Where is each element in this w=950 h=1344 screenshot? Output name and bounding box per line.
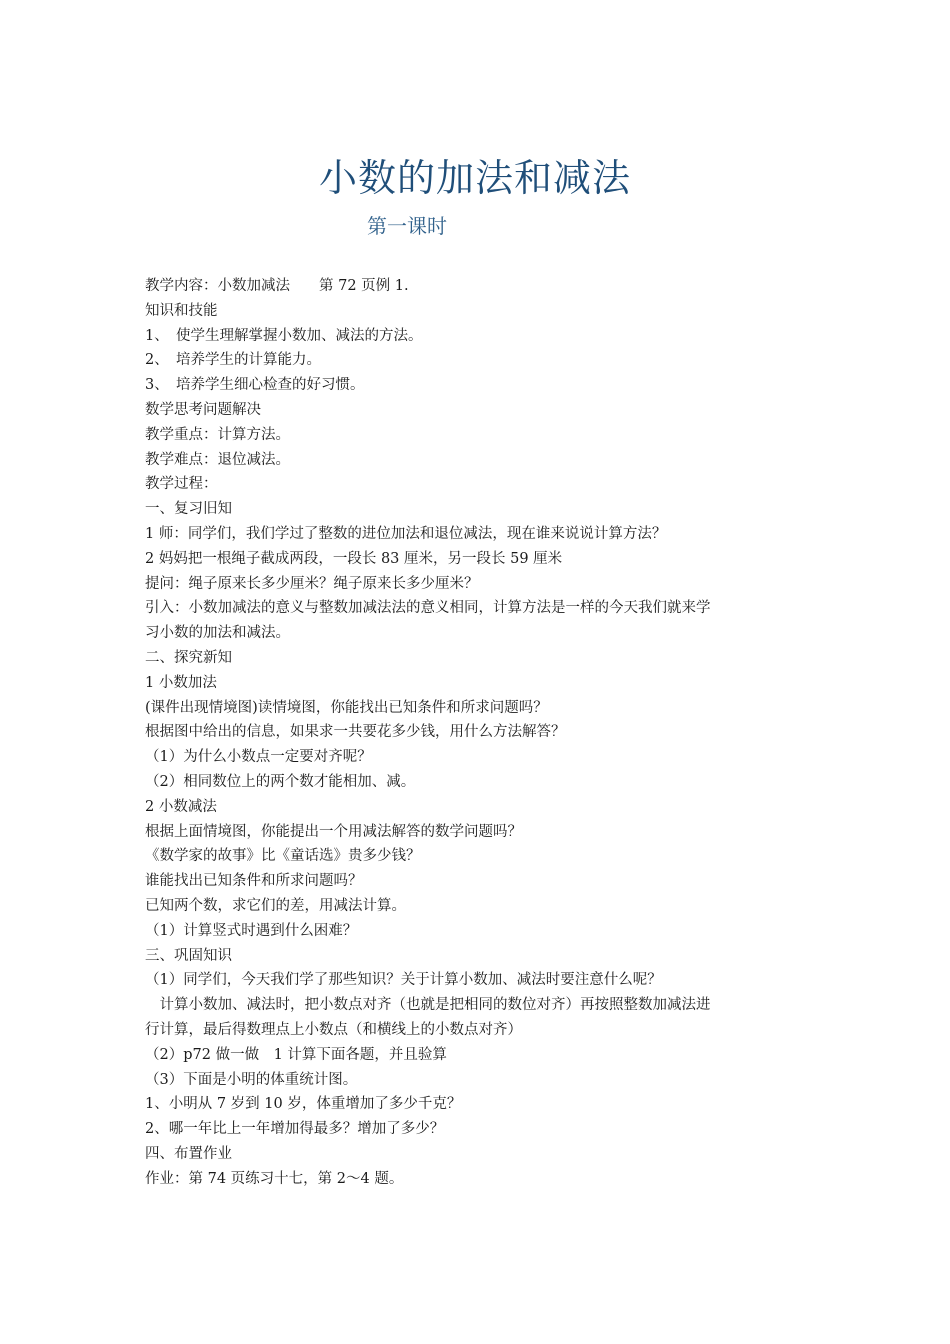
body-line: 教学内容：小数加减法 第 72 页例 1. xyxy=(145,278,409,294)
body-line: 作业：第 74 页练习十七，第 2～4 题。 xyxy=(145,1170,404,1187)
body-line: （3）下面是小明的体重统计图。 xyxy=(145,1071,358,1088)
body-line: （1）为什么小数点一定要对齐呢？ xyxy=(145,749,372,766)
body-line: 根据图中给出的信息，如果求一共要花多少钱，用什么方法解答？ xyxy=(145,724,566,741)
document-title: 小数的加法和减法 xyxy=(318,156,631,200)
body-line: 知识和技能 xyxy=(145,302,218,319)
document-body xyxy=(145,274,810,1191)
body-line: 引入：小数加减法的意义与整数加减法法的意义相同，计算方法是一样的今天我们就来学 xyxy=(145,600,711,617)
body-line: 1、 使学生理解掌握小数加、减法的方法。 xyxy=(145,327,423,344)
body-line: 教学过程： xyxy=(145,476,218,493)
body-line: 1 小数加法 xyxy=(145,674,217,691)
body-line: 已知两个数，求它们的差，用减法计算。 xyxy=(145,897,406,914)
body-line: （2）p72 做一做 1 计算下面各题，并且验算 xyxy=(145,1046,447,1063)
body-line: 教学难点：退位减法。 xyxy=(145,451,290,468)
body-line: (课件出现情境图)读情境图，你能找出已知条件和所求问题吗？ xyxy=(145,699,548,716)
body-line: 数学思考问题解决 xyxy=(145,401,261,418)
body-line: 2 小数减法 xyxy=(145,798,217,815)
body-line: （1）同学们，今天我们学了那些知识？关于计算小数加、减法时要注意什么呢？ xyxy=(145,972,662,989)
body-line: 一、复习旧知 xyxy=(145,501,232,518)
body-line: 1 师：同学们，我们学过了整数的进位加法和退位减法，现在谁来说说计算方法？ xyxy=(145,525,667,542)
body-line: 根据上面情境图，你能提出一个用减法解答的数学问题吗？ xyxy=(145,823,522,840)
body-line: 谁能找出已知条件和所求问题吗？ xyxy=(145,873,363,890)
body-line: （2）相同数位上的两个数才能相加、减。 xyxy=(145,773,416,790)
body-line: 2、哪一年比上一年增加得最多？增加了多少？ xyxy=(145,1121,445,1138)
body-line: 2 妈妈把一根绳子截成两段，一段长 83 厘米，另一段长 59 厘米 xyxy=(145,550,563,567)
body-line: 行计算，最后得数理点上小数点（和横线上的小数点对齐） xyxy=(145,1021,522,1038)
body-line: 计算小数加、减法时，把小数点对齐（也就是把相同的数位对齐）再按照整数加减法进 xyxy=(145,997,711,1014)
body-line: 提问：绳子原来长多少厘米？绳子原来长多少厘米？ xyxy=(145,575,479,592)
body-line: 教学重点：计算方法。 xyxy=(145,426,290,443)
body-line: 3、 培养学生细心检查的好习惯。 xyxy=(145,377,365,394)
body-line: （1）计算竖式时遇到什么困难？ xyxy=(145,922,358,939)
body-line: 1、小明从 7 岁到 10 岁，体重增加了多少千克？ xyxy=(145,1096,462,1113)
body-line: 2、 培养学生的计算能力。 xyxy=(145,352,321,369)
body-line: 二、探究新知 xyxy=(145,649,232,666)
body-line: 《数学家的故事》比《童话选》贵多少钱？ xyxy=(145,848,421,865)
document-subtitle: 第一课时 xyxy=(367,214,447,238)
body-line: 三、巩固知识 xyxy=(145,947,232,964)
body-line: 习小数的加法和减法。 xyxy=(145,625,290,642)
body-line: 四、布置作业 xyxy=(145,1145,232,1162)
